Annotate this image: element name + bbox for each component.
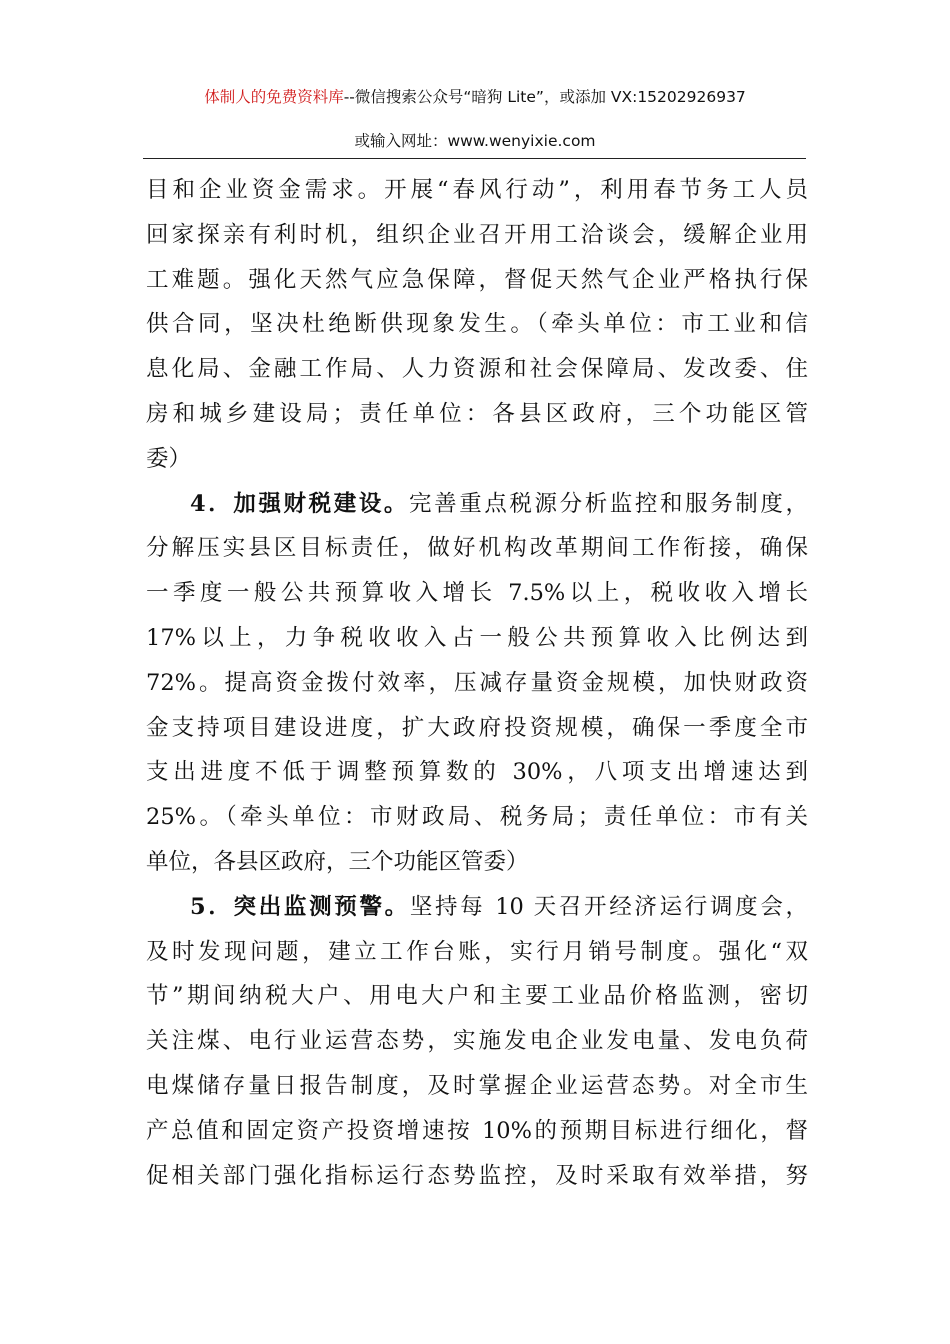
text-line: 电煤储存量日报告制度，及时掌握企业运营态势。对全市生 [146, 1072, 808, 1099]
header-url-line: 或输入网址：www.wenyixie.com [354, 132, 596, 150]
document-body [146, 168, 808, 1198]
header-banner [0, 86, 950, 108]
text-line: 及时发现问题，建立工作台账，实行月销号制度。强化“双 [146, 938, 808, 965]
paragraph-heading: 4．加强财税建设。 [190, 490, 410, 517]
paragraph-heading: 5．突出监测预警。 [190, 893, 410, 920]
text-line: 25%。（牵头单位：市财政局、税务局；责任单位：市有关 [146, 804, 808, 831]
paragraph-text: 完善重点税源分析监控和服务制度， [409, 490, 808, 517]
text-line: 单位，各县区政府，三个功能区管委） [146, 848, 529, 875]
text-line: 工难题。强化天然气应急保障，督促天然气企业严格执行保 [146, 266, 808, 293]
header-divider [143, 158, 806, 159]
text-line: 一季度一般公共预算收入增长 7.5%以上，税收收入增长 [146, 580, 808, 607]
text-line-first [146, 482, 808, 527]
text-line: 回家探亲有利时机，组织企业召开用工洽谈会，缓解企业用 [146, 221, 808, 248]
text-line: 17%以上，力争税收收入占一般公共预算收入比例达到 [146, 624, 808, 651]
text-line: 息化局、金融工作局、人力资源和社会保障局、发改委、住 [146, 356, 808, 383]
text-line: 节”期间纳税大户、用电大户和主要工业品价格监测，密切 [146, 983, 808, 1010]
text-line: 房和城乡建设局；责任单位：各县区政府，三个功能区管 [146, 400, 808, 427]
text-line: 72%。提高资金拨付效率，压减存量资金规模，加快财政资 [146, 669, 808, 696]
text-line: 委） [146, 445, 192, 472]
header-promo: --微信搜索公众号“暗狗 Lite”，或添加 VX:15202926937 [343, 88, 746, 106]
text-line: 金支持项目建设进度，扩大政府投资规模，确保一季度全市 [146, 714, 808, 741]
header-brand: 体制人的免费资料库 [204, 88, 344, 106]
text-line: 产总值和固定资产投资增速按 10%的预期目标进行细化，督 [146, 1117, 808, 1144]
text-line-first [146, 885, 808, 930]
paragraph-monitoring [146, 885, 808, 1199]
text-line: 支出进度不低于调整预算数的 30%，八项支出增速达到 [146, 759, 808, 786]
paragraph-text: 坚持每 10 天召开经济运行调度会， [409, 893, 809, 920]
text-line: 目和企业资金需求。开展“春风行动”，利用春节务工人员 [146, 177, 808, 203]
text-line: 关注煤、电行业运营态势，实施发电企业发电量、发电负荷 [146, 1028, 808, 1055]
text-line: 分解压实县区目标责任，做好机构改革期间工作衔接，确保 [146, 535, 808, 562]
text-line: 供合同，坚决杜绝断供现象发生。（牵头单位：市工业和信 [146, 311, 808, 338]
paragraph-continuation [146, 168, 808, 482]
paragraph-fiscal [146, 482, 808, 885]
text-line: 促相关部门强化指标运行态势监控，及时采取有效举措，努 [146, 1162, 808, 1189]
